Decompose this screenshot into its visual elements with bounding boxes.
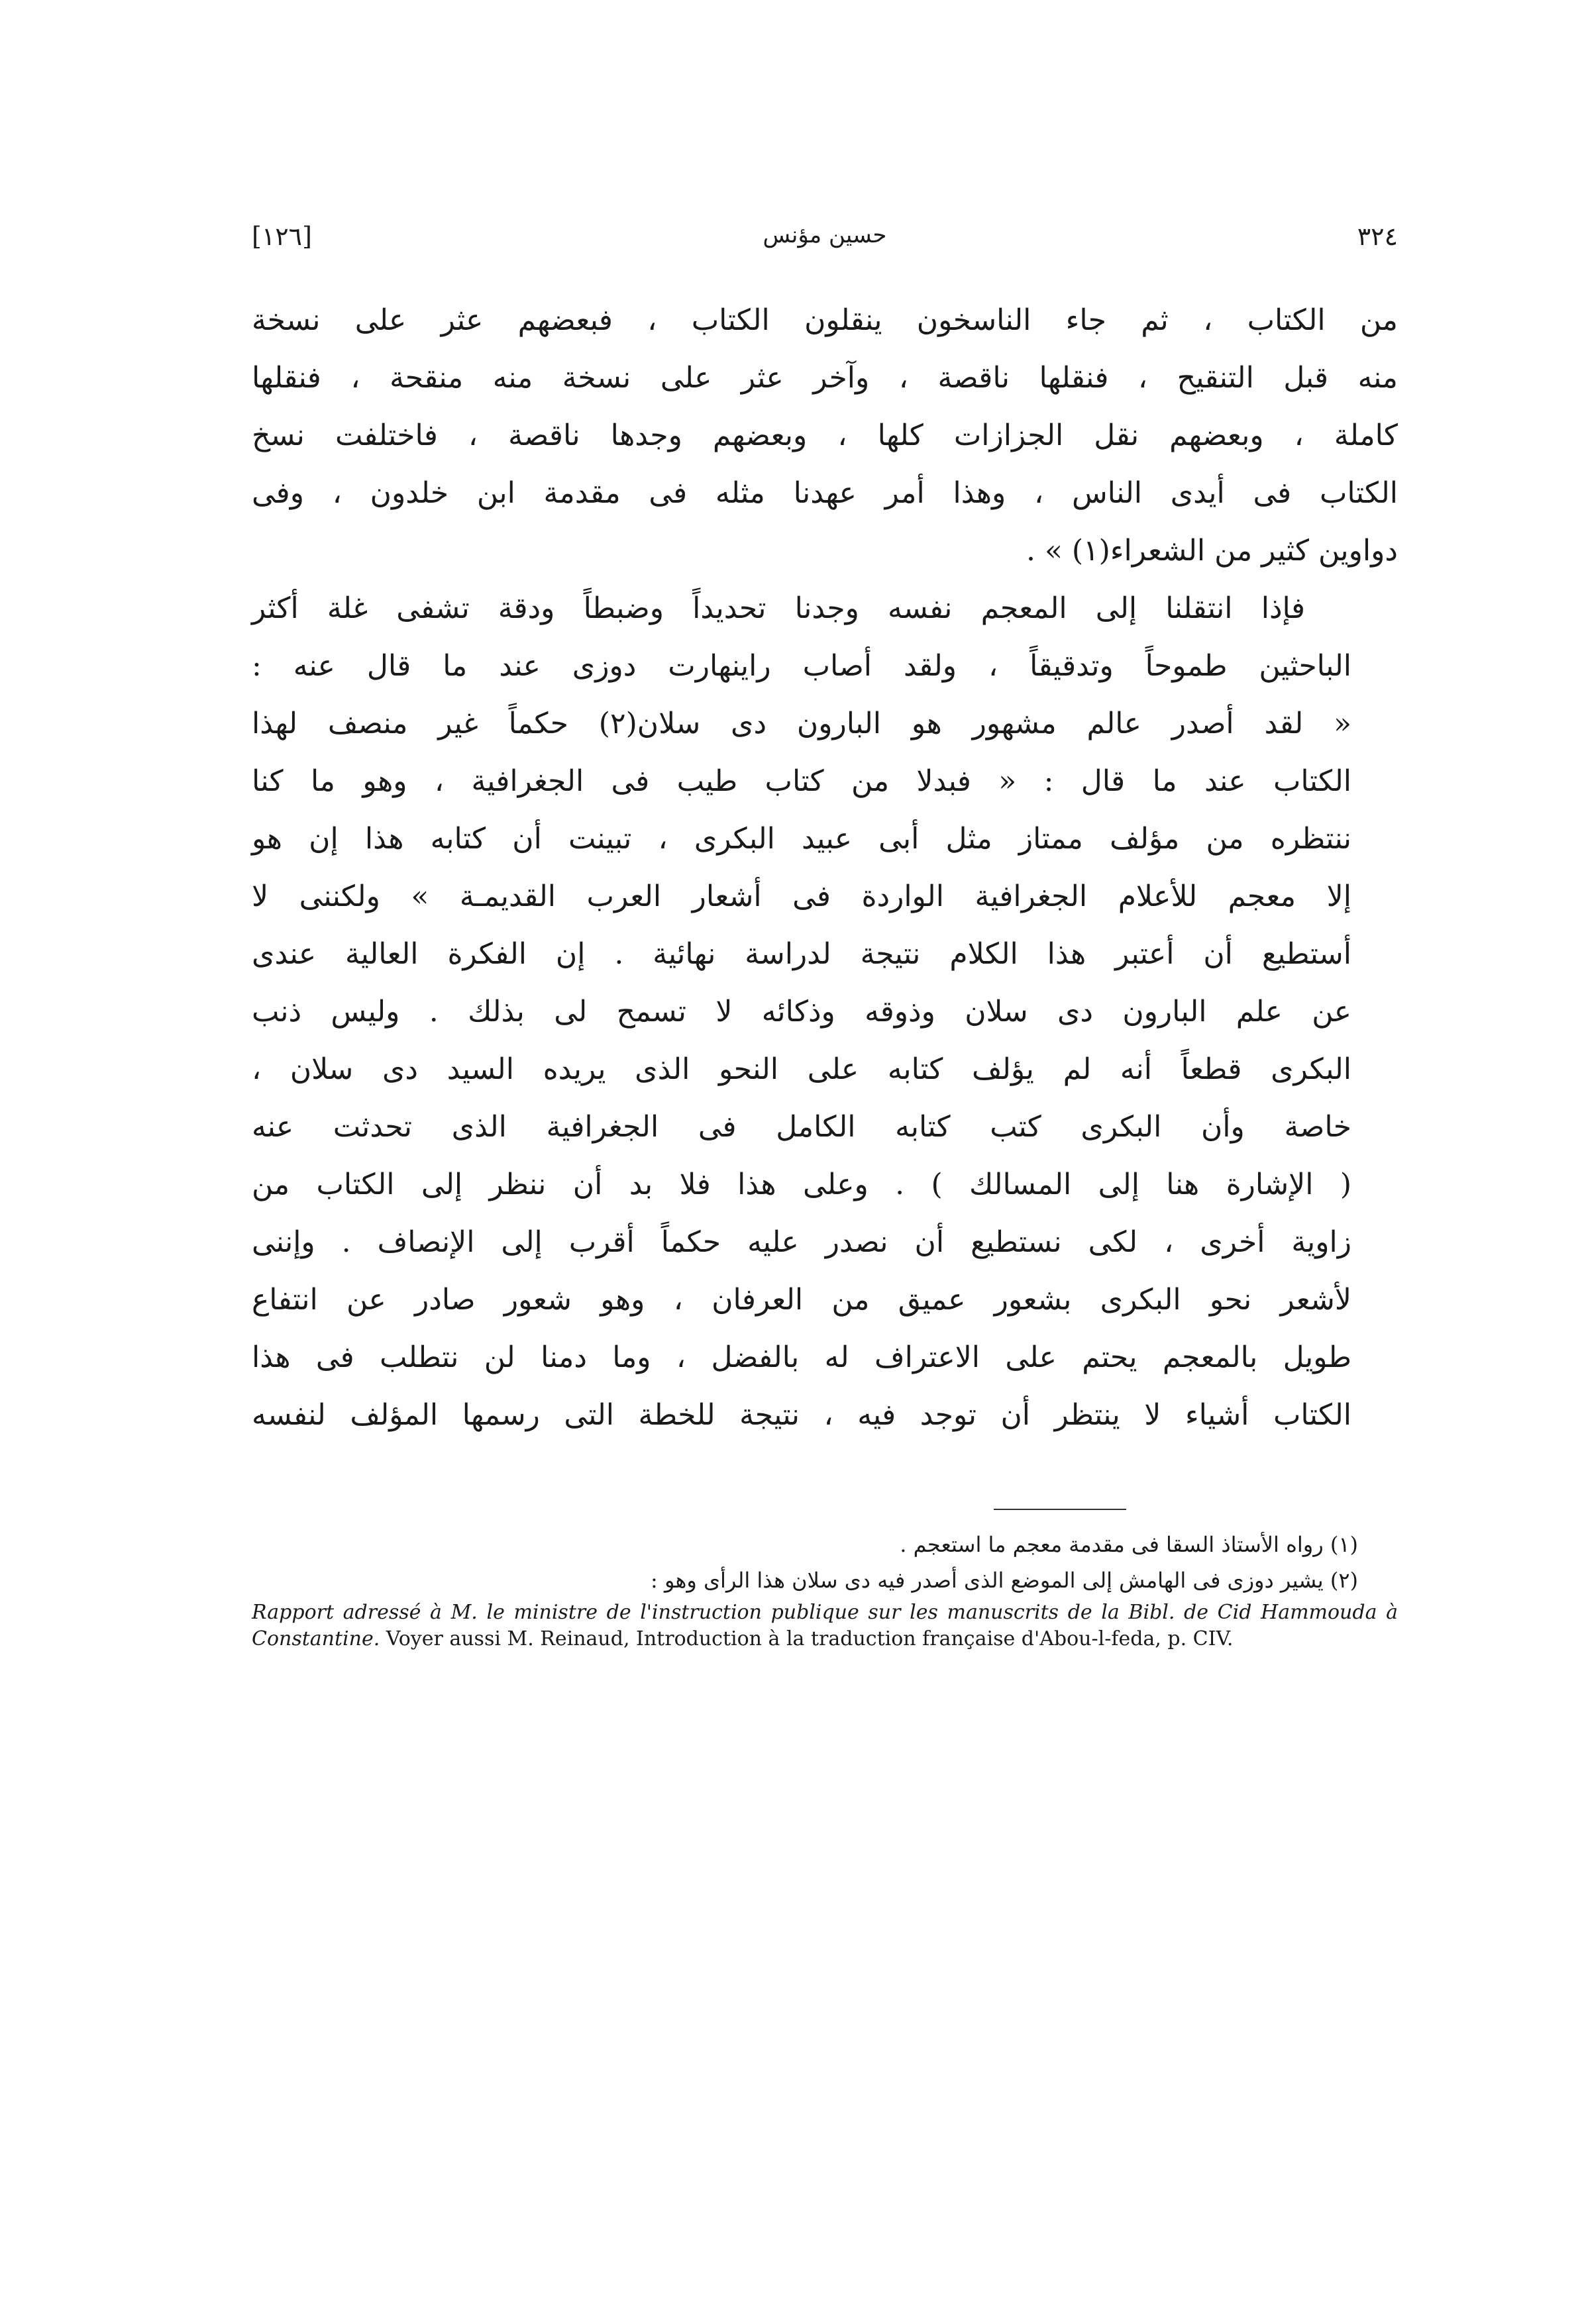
text-line: لأشعر نحو البكرى بشعور عميق من العرفان ، وهو شعور صادر عن انتفاع: [252, 1283, 1351, 1317]
text-line: أستطيع أن أعتبر هذا الكلام نتيجة لدراسة نهائية . إن الفكرة العالية عندى: [252, 937, 1351, 971]
text-line: منه قبل التنقيح ، فنقلها ناقصة ، وآخر عثر على نسخة منه منقحة ، فنقلها: [252, 361, 1398, 395]
page-header: [252, 222, 1398, 268]
paragraph-1: [252, 291, 1398, 580]
running-head-author: حسين مؤنس: [763, 222, 887, 248]
french-citation-title: Rapport adressé à M. le ministre de l'instruction publique sur les manuscrits de la Bibl. de Cid Hammouda à Constantine.: [252, 1601, 1398, 1650]
text-line: دواوين كثير من الشعراء(١) » .: [1026, 534, 1398, 568]
text-line: من الكتاب ، ثم جاء الناسخون ينقلون الكتاب ، فبعضهم عثر على نسخة: [252, 303, 1398, 337]
text-line: البكرى قطعاً أنه لم يؤلف كتابه على النحو الذى يريده السيد دى سلان ،: [252, 1052, 1351, 1086]
text-line: عن علم البارون دى سلان وذوقه وذكائه لا تسمح لى بذلك . وليس ذنب: [252, 995, 1351, 1029]
text-line: ( الإشارة هنا إلى المسالك ) . وعلى هذا فلا بد أن ننظر إلى الكتاب من: [252, 1168, 1351, 1201]
footnote-2-french-citation: [252, 1599, 1398, 1652]
text-line: كاملة ، وبعضهم نقل الجزازات كلها ، وبعضهم وجدها ناقصة ، فاختلفت نسخ: [252, 419, 1398, 452]
text-line: خاصة وأن البكرى كتب كتابه الكامل فى الجغرافية الذى تحدثت عنه: [252, 1110, 1351, 1144]
text-line: ننتظره من مؤلف ممتاز مثل أبى عبيد البكرى ، تبينت أن كتابه هذا إن هو: [252, 822, 1351, 856]
text-line: إلا معجم للأعلام الجغرافية الواردة فى أشعار العرب القديمـة » ولكننى لا: [252, 880, 1351, 913]
text-line: زاوية أخرى ، لكى نستطيع أن نصدر عليه حكماً أقرب إلى الإنصاف . وإننى: [252, 1225, 1351, 1259]
footnote-divider: [994, 1509, 1126, 1510]
main-text: [252, 291, 1398, 1444]
text-line: الكتاب فى أيدى الناس ، وهذا أمر عهدنا مثله فى مقدمة ابن خلدون ، وفى: [252, 476, 1398, 510]
footnote-1: (١) رواه الأستاذ السقا فى مقدمة معجم ما استعجم .: [900, 1532, 1358, 1557]
text-line: الباحثين طموحاً وتدقيقاً ، ولقد أصاب راينهارت دوزى عند ما قال عنه :: [252, 649, 1351, 683]
french-citation-reference: Voyer aussi M. Reinaud, Introduction à la traduction française d'Abou-l-feda, p. CIV.: [380, 1627, 1234, 1650]
page-number: ٣٢٤: [1357, 222, 1398, 251]
text-line: الكتاب عند ما قال : « فبدلا من كتاب طيب فى الجغرافية ، وهو ما كنا: [252, 764, 1351, 798]
footnotes: [252, 1527, 1398, 1652]
text-line: الكتاب أشياء لا ينتظر أن توجد فيه ، نتيجة للخطة التى رسمها المؤلف لنفسه: [252, 1398, 1351, 1432]
text-line: طويل بالمعجم يحتم على الاعتراف له بالفضل ، وما دمنا لن نتطلب فى هذا: [252, 1340, 1351, 1374]
text-line: فإذا انتقلنا إلى المعجم نفسه وجدنا تحديداً وضبطاً ودقة تشفى غلة أكثر: [252, 591, 1305, 625]
text-line: « لقد أصدر عالم مشهور هو البارون دى سلان(٢) حكماً غير منصف لهذا: [252, 707, 1351, 740]
footnote-2: (٢) يشير دوزى فى الهامش إلى الموضع الذى أصدر فيه دى سلان هذا الرأى وهو :: [651, 1568, 1358, 1593]
paragraph-2: [252, 580, 1398, 1444]
original-page-reference: [١٢٦]: [252, 222, 312, 251]
